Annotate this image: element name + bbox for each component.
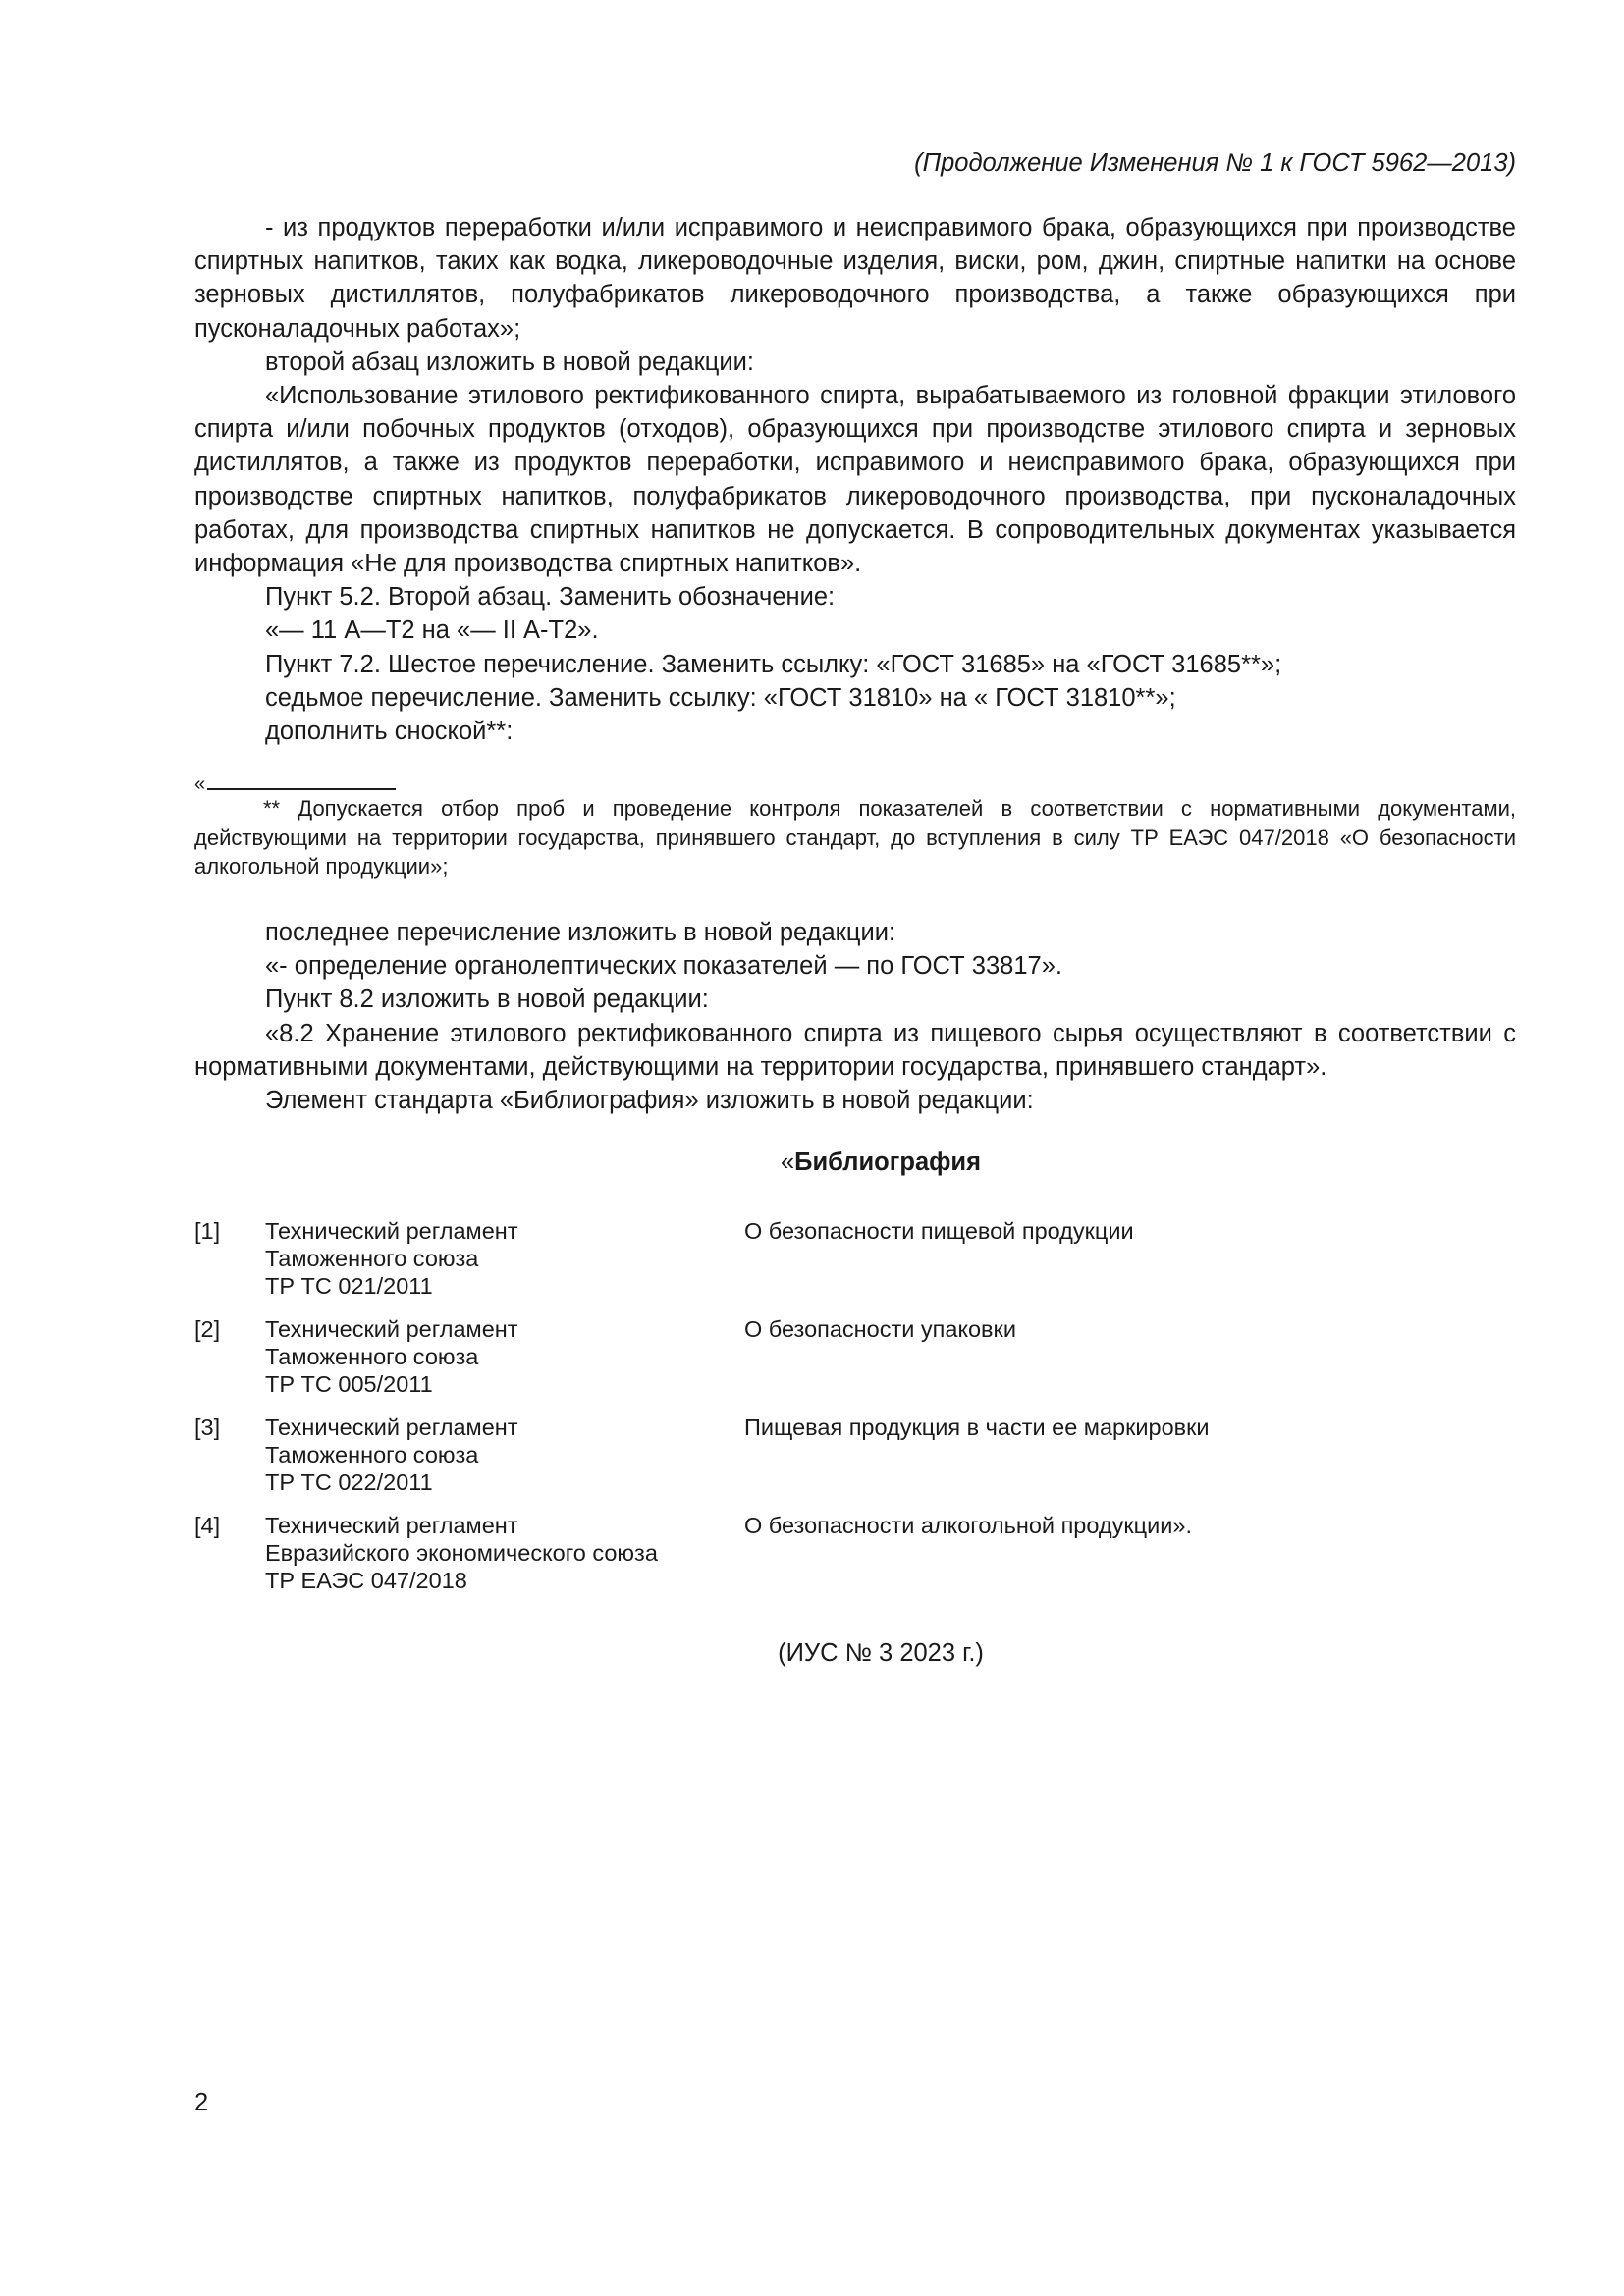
bibliography-entry <box>194 1315 1516 1414</box>
bibliography-open-quote: « <box>780 1148 795 1176</box>
page-header: (Продолжение Изменения № 1 к ГОСТ 5962—2013) <box>914 149 1516 177</box>
entry-document <box>265 1512 717 1594</box>
entry-doc-line: ТР ТС 005/2011 <box>265 1371 433 1397</box>
paragraph: Пункт 5.2. Второй абзац. Заменить обозначение: <box>265 583 836 612</box>
entry-doc-line: ТР ТС 022/2011 <box>265 1469 433 1495</box>
entry-doc-line: Технический регламент <box>265 1513 518 1538</box>
entry-doc-line: Таможенного союза <box>265 1246 479 1271</box>
entry-doc-line: Технический регламент <box>265 1218 518 1244</box>
ius-reference: (ИУС № 3 2023 г.) <box>778 1639 984 1667</box>
paragraph: дополнить сноской**: <box>265 718 514 746</box>
body-text-continued <box>194 916 1516 1117</box>
entry-doc-line: Таможенного союза <box>265 1442 479 1468</box>
bibliography-heading <box>0 1147 1624 1178</box>
footnote <box>194 794 1516 881</box>
bibliography-entry <box>194 1217 1516 1315</box>
entry-doc-line: Технический регламент <box>265 1316 518 1342</box>
entry-doc-line: ТР ТС 021/2011 <box>265 1273 433 1299</box>
footnote-rule <box>207 788 396 790</box>
entry-document <box>265 1217 717 1300</box>
footnote-separator <box>194 774 410 794</box>
entry-title: О безопасности алкогольной продукции». <box>744 1513 1192 1538</box>
paragraph: Элемент стандарта «Библиография» изложить в новой редакции: <box>265 1087 1034 1115</box>
bibliography-entry <box>194 1512 1516 1610</box>
footnote-text: ** Допускается отбор проб и проведение контроля показателей в соответствии с нормативными документами, действующими на территории государства, принявшего стандарт, до вступления в силу ТР ЕАЭС 047/2018 «О безопасности алкогольной продукции»; <box>194 796 1516 879</box>
bibliography-entry <box>194 1414 1516 1512</box>
entry-doc-line: Технический регламент <box>265 1415 518 1440</box>
entry-number: [3] <box>194 1415 221 1440</box>
paragraph: седьмое перечисление. Заменить ссылку: «ГОСТ 31810» на « ГОСТ 31810**»; <box>265 683 1176 712</box>
paragraph: «8.2 Хранение этилового ректификованного спирта из пищевого сырья осуществляют в соответствии с нормативными документами, действующими на территории государства, принявшего стандарт». <box>194 1019 1516 1081</box>
entry-document <box>265 1315 717 1398</box>
bibliography-list <box>194 1217 1516 1610</box>
body-text <box>194 211 1516 748</box>
entry-doc-line: Евразийского экономического союза <box>265 1540 658 1566</box>
bibliography-title: Библиография <box>794 1148 981 1176</box>
entry-doc-line: Таможенного союза <box>265 1344 479 1369</box>
paragraph: «- определение органолептических показателей — по ГОСТ 33817». <box>265 952 1062 981</box>
footnote-open-quote: « <box>194 774 206 795</box>
paragraph: «— 11 А—Т2 на «— II А-Т2». <box>265 616 599 645</box>
page-number: 2 <box>194 2089 209 2116</box>
paragraph: Пункт 8.2 изложить в новой редакции: <box>265 986 709 1014</box>
entry-title: Пищевая продукция в части ее маркировки <box>744 1415 1210 1440</box>
paragraph: - из продуктов переработки и/или исправимого и неисправимого брака, образующихся при производстве спиртных напитков, таких как водка, ликероводочные изделия, виски, ром, джин, спиртные напитки на основе зерновых дистиллятов, полуфабрикатов ликероводочного производства, а также образующихся при пусконаладочных работах»; <box>194 214 1516 343</box>
paragraph: второй абзац изложить в новой редакции: <box>265 347 754 376</box>
entry-title: О безопасности упаковки <box>744 1316 1016 1342</box>
entry-number: [4] <box>194 1513 221 1538</box>
entry-doc-line: ТР ЕАЭС 047/2018 <box>265 1568 467 1593</box>
entry-document <box>265 1414 717 1496</box>
paragraph: «Использование этилового ректификованного спирта, вырабатываемого из головной фракции этилового спирта и/или побочных продуктов (отходов), образующихся при производстве этилового спирта и зерновых дистиллятов, а также из продуктов переработки, исправимого и неисправимого брака, образующихся при производстве спиртных напитков, полуфабрикатов ликероводочного производства, при пусконаладочных работах, для производства спиртных напитков не допускается. В сопроводительных документах указывается информация «Не для производства спиртных напитков». <box>194 382 1516 578</box>
paragraph: Пункт 7.2. Шестое перечисление. Заменить ссылку: «ГОСТ 31685» на «ГОСТ 31685**»; <box>265 650 1282 678</box>
paragraph: последнее перечисление изложить в новой редакции: <box>265 919 896 946</box>
entry-number: [1] <box>194 1218 221 1244</box>
entry-number: [2] <box>194 1316 221 1342</box>
entry-title: О безопасности пищевой продукции <box>744 1218 1134 1244</box>
